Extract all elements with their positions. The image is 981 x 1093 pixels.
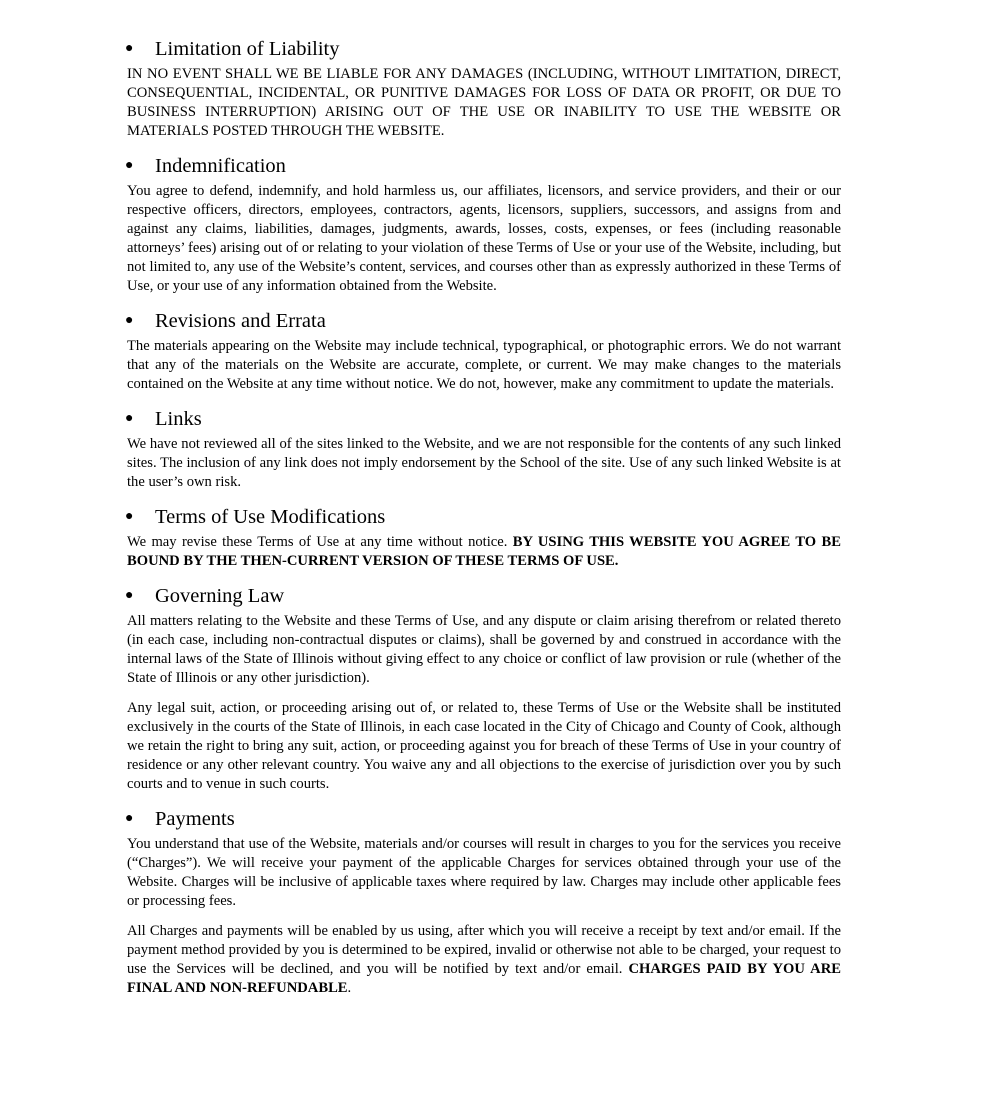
heading-text: Revisions and Errata: [155, 310, 326, 332]
section-governing-law: [127, 583, 841, 794]
bullet-icon: ●: [125, 811, 134, 826]
section-heading: [125, 153, 841, 179]
bullet-icon: ●: [125, 588, 134, 603]
paragraph: [127, 612, 841, 688]
paragraph: [127, 835, 841, 911]
heading-text: Terms of Use Modifications: [155, 506, 386, 528]
paragraph: [127, 337, 841, 394]
text-run: All Charges and payments will be enabled by us using, after which you will receive a receipt by text and/or email. If the payment method provided by you is determined to be expired, invalid or otherwise not able to be charged, your request to use the Services will be declined, and you will be notified by text and/or email.: [127, 923, 841, 977]
section-indemnification: [127, 153, 841, 296]
section-payments: [127, 806, 841, 998]
paragraph: [127, 922, 841, 998]
bullet-icon: ●: [125, 158, 134, 173]
paragraph: [127, 435, 841, 492]
heading-text: Indemnification: [155, 155, 286, 177]
text-run: You understand that use of the Website, materials and/or courses will result in charges to you for the services you receive (“Charges”). We will receive your payment of the applicable Charges for services obtained through your use of the Website. Charges will be inclusive of applicable taxes where required by law. Charges may include other applicable fees or processing fees.: [127, 836, 841, 909]
text-run: The materials appearing on the Website may include technical, typographical, or photographic errors. We do not warrant that any of the materials on the Website are accurate, complete, or current. We may make changes to the materials contained on the Website at any time without notice. We do not, however, make any commitment to update the materials.: [127, 338, 841, 392]
paragraph: [127, 182, 841, 296]
bullet-icon: ●: [125, 313, 134, 328]
section-limitation-of-liability: [127, 36, 841, 141]
bullet-icon: ●: [125, 411, 134, 426]
paragraph: [127, 533, 841, 571]
bullet-icon: ●: [125, 41, 134, 56]
text-run: .: [347, 980, 352, 996]
section-heading: [125, 806, 841, 832]
heading-text: Payments: [155, 808, 235, 830]
paragraph: [127, 699, 841, 794]
text-run: We have not reviewed all of the sites linked to the Website, and we are not responsible for the contents of any such linked sites. The inclusion of any link does not imply endorsement by the School of the site. Use of any such linked Website is at the user’s own risk.: [127, 436, 841, 490]
text-run: All matters relating to the Website and these Terms of Use, and any dispute or claim arising therefrom or related thereto (in each case, including non-contractual disputes or claims), shall be governed by and construed in accordance with the internal laws of the State of Illinois without giving effect to any choice or conflict of law provision or rule (whether of the State of Illinois or any other jurisdiction).: [127, 613, 841, 686]
text-run: IN NO EVENT SHALL WE BE LIABLE FOR ANY DAMAGES (INCLUDING, WITHOUT LIMITATION, DIRECT, CONSEQUENTIAL, INCIDENTAL, OR PUNITIVE DAMAGES FOR LOSS OF DATA OR PROFIT, OR DUE TO BUSINESS INTERRUPTION) ARISING OUT OF THE USE OR INABILITY TO USE THE WEBSITE OR MATERIALS POSTED THROUGH THE WEBSITE.: [127, 66, 841, 139]
heading-text: Limitation of Liability: [155, 38, 340, 60]
text-run: You agree to defend, indemnify, and hold harmless us, our affiliates, licensors, and service providers, and their or our respective officers, directors, employees, contractors, agents, licensors, suppliers, successors, and assigns from and against any claims, liabilities, damages, judgments, awards, losses, costs, expenses, or fees (including reasonable attorneys’ fees) arising out of or relating to your violation of these Terms of Use or your use of the Website, including, but not limited to, any use of the Website’s content, services, and courses other than as expressly authorized in these Terms of Use, or your use of any information obtained from the Website.: [127, 183, 841, 294]
document-page: [127, 36, 841, 998]
heading-text: Governing Law: [155, 585, 285, 607]
bold-text-run: CHARGES PAID BY YOU ARE FINAL AND NON-REFUNDABLE: [127, 961, 841, 996]
heading-text: Links: [155, 408, 202, 430]
text-run: Any legal suit, action, or proceeding arising out of, or related to, these Terms of Use or the Website shall be instituted exclusively in the courts of the State of Illinois, in each case located in the City of Chicago and County of Cook, although we retain the right to bring any suit, action, or proceeding against you for breach of these Terms of Use in your country of residence or any other relevant country. You waive any and all objections to the exercise of jurisdiction over you by such courts and to venue in such courts.: [127, 700, 841, 792]
section-heading: [125, 36, 841, 62]
bullet-icon: ●: [125, 509, 134, 524]
section-heading: [125, 406, 841, 432]
section-heading: [125, 504, 841, 530]
section-links: [127, 406, 841, 492]
text-run: We may revise these Terms of Use at any time without notice.: [127, 534, 513, 550]
paragraph: [127, 65, 841, 141]
section-terms-of-use-modifications: [127, 504, 841, 571]
section-heading: [125, 583, 841, 609]
section-revisions-and-errata: [127, 308, 841, 394]
section-heading: [125, 308, 841, 334]
bold-text-run: BY USING THIS WEBSITE YOU AGREE TO BE BOUND BY THE THEN-CURRENT VERSION OF THESE TERMS OF USE.: [127, 534, 841, 569]
